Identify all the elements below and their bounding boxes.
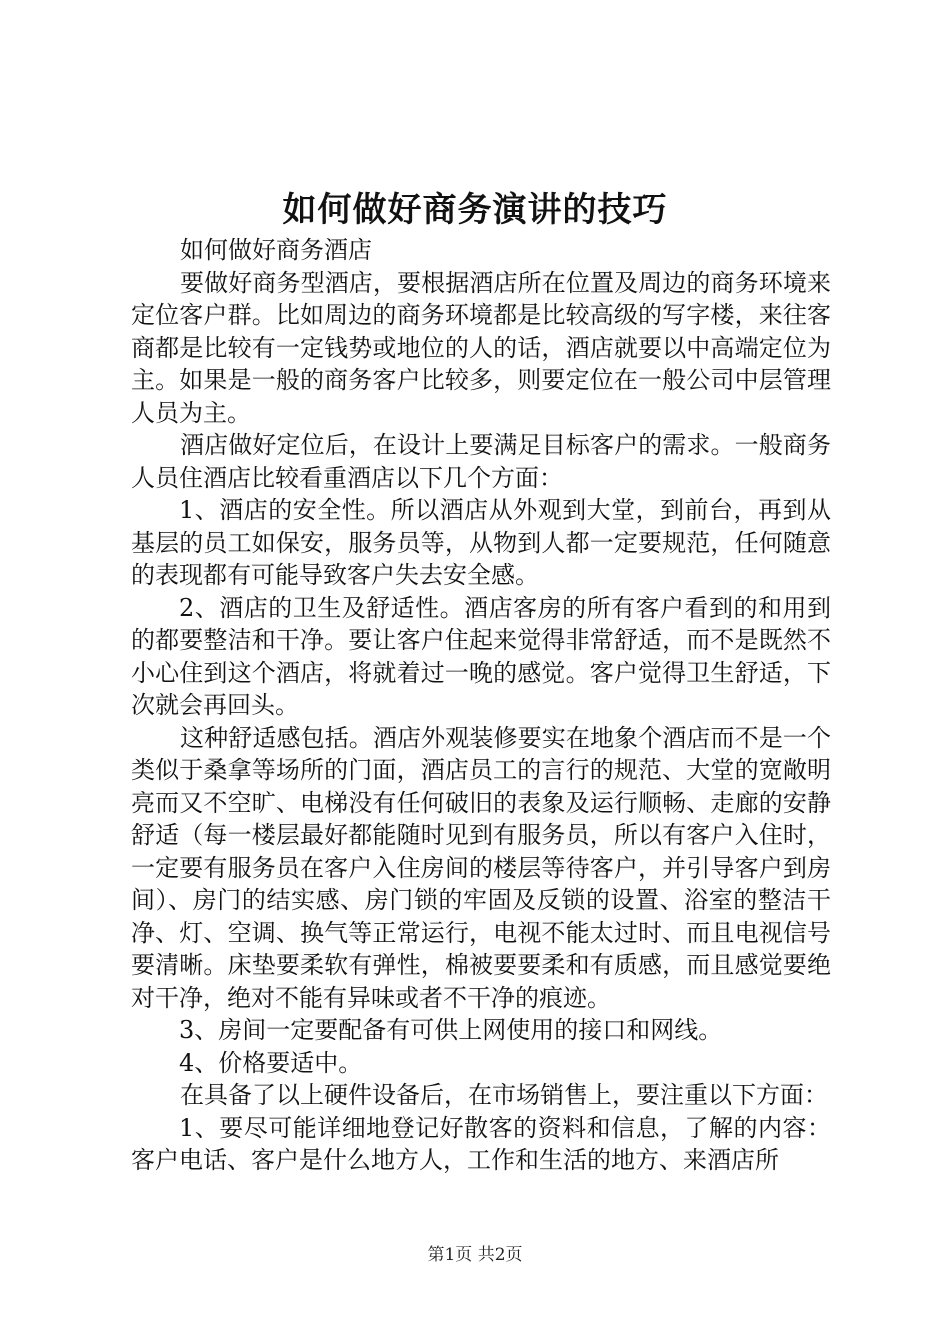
paragraph: 要做好商务型酒店，要根据酒店所在位置及周边的商务环境来定位客户群。比如周边的商务环境都是比较高级的写字楼，来往客商都是比较有一定钱势或地位的人的话，酒店就要以中高端定位为主。如果是一般的商务客户比较多，则要定位在一般公司中层管理人员为主。 [131,268,831,427]
paragraph: 在具备了以上硬件设备后，在市场销售上，要注重以下方面： [180,1081,828,1109]
document-body [131,234,831,1177]
document-title: 如何做好商务演讲的技巧 [282,190,668,230]
page-footer: 第1页 共2页 [427,1245,523,1265]
paragraph: 1、要尽可能详细地登记好散客的资料和信息，了解的内容：客户电话、客户是什么地方人，工作和生活的地方、来酒店所 [131,1113,831,1174]
paragraph: 1、酒店的安全性。所以酒店从外观到大堂，到前台，再到从基层的员工如保安，服务员等，从物到人都一定要规范，任何随意的表现都有可能导致客户失去安全感。 [131,496,831,589]
paragraph: 4、价格要适中。 [179,1048,363,1077]
paragraph: 如何做好商务酒店 [180,236,372,264]
paragraph: 酒店做好定位后，在设计上要满足目标客户的需求。一般商务人员住酒店比较看重酒店以下几个方面： [131,431,831,492]
paragraph: 2、酒店的卫生及舒适性。酒店客房的所有客户看到的和用到的都要整洁和干净。要让客户住起来觉得非常舒适，而不是既然不小心住到这个酒店，将就着过一晚的感觉。客户觉得卫生舒适，下次就会再回头。 [131,593,831,719]
paragraph: 3、房间一定要配备有可供上网使用的接口和网线。 [179,1016,723,1044]
paragraph: 这种舒适感包括。酒店外观装修要实在地象个酒店而不是一个类似于桑拿等场所的门面，酒店员工的言行的规范、大堂的宽敞明亮而又不空旷、电梯没有任何破旧的表象及运行顺畅、走廊的安静舒适（每一楼层最好都能随时见到有服务员，所以有客户入住时，一定要有服务员在客户入住房间的楼层等待客户，并引导客户到房间）、房门的结实感、房门锁的牢固及反锁的设置、浴室的整洁干净、灯、空调、换气等正常运行，电视不能太过时、而且电视信号要清晰。床垫要柔软有弹性，棉被要要柔和有质感，而且感觉要绝对干净，绝对不能有异味或者不干净的痕迹。 [131,723,831,1012]
